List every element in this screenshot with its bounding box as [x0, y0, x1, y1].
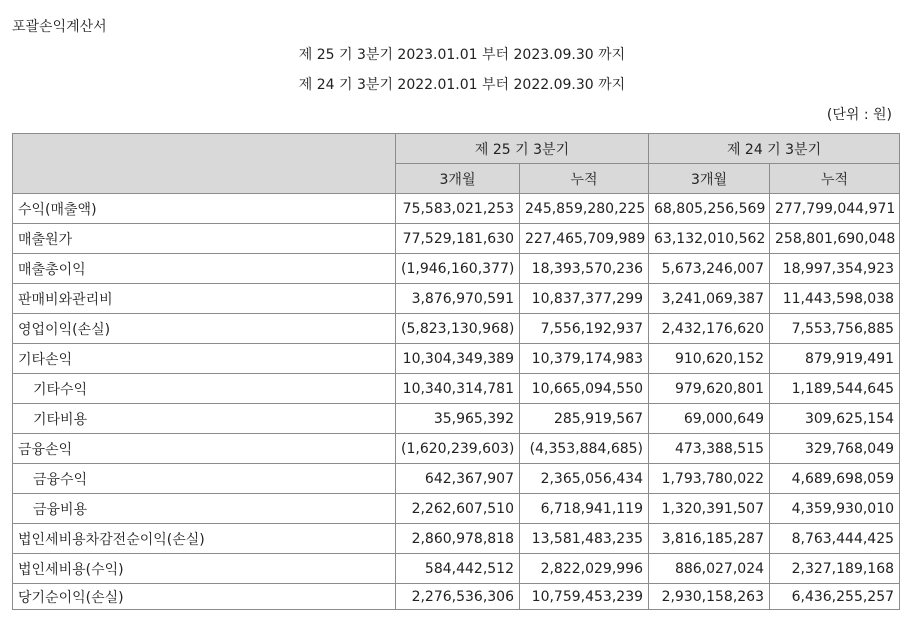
- unit-label: (단위 : 원): [826, 107, 892, 123]
- value-prior-3m: 979,620,801: [649, 374, 770, 404]
- value-prior-3m: 1,320,391,507: [649, 494, 770, 524]
- value-current-3m: 584,442,512: [396, 554, 520, 584]
- row-label: 금융수익: [13, 464, 396, 494]
- group-header-row: [13, 134, 900, 164]
- table-row: [13, 284, 900, 314]
- sub-header-prior-cum: 누적: [770, 164, 900, 194]
- table-row: [13, 524, 900, 554]
- value-current-3m: 35,965,392: [396, 404, 520, 434]
- value-current-cum: 6,718,941,119: [520, 494, 649, 524]
- value-current-cum: 285,919,567: [520, 404, 649, 434]
- sub-header-prior-3m: 3개월: [649, 164, 770, 194]
- table-row: [13, 464, 900, 494]
- value-current-3m: (1,946,160,377): [396, 254, 520, 284]
- value-prior-3m: 3,241,069,387: [649, 284, 770, 314]
- value-prior-cum: 8,763,444,425: [770, 524, 900, 554]
- group-header-current: 제 25 기 3분기: [396, 134, 649, 164]
- table-row: [13, 554, 900, 584]
- row-label: 영업이익(손실): [13, 314, 396, 344]
- value-current-cum: 2,365,056,434: [520, 464, 649, 494]
- row-label: 금융손익: [13, 434, 396, 464]
- value-prior-3m: 3,816,185,287: [649, 524, 770, 554]
- value-prior-cum: 11,443,598,038: [770, 284, 900, 314]
- value-prior-3m: 68,805,256,569: [649, 194, 770, 224]
- group-header-prior: 제 24 기 3분기: [649, 134, 900, 164]
- value-prior-cum: 7,553,756,885: [770, 314, 900, 344]
- value-prior-3m: 886,027,024: [649, 554, 770, 584]
- value-current-3m: 75,583,021,253: [396, 194, 520, 224]
- sub-header-current-3m: 3개월: [396, 164, 520, 194]
- value-current-3m: 2,860,978,818: [396, 524, 520, 554]
- value-prior-cum: 4,359,930,010: [770, 494, 900, 524]
- value-current-3m: 2,262,607,510: [396, 494, 520, 524]
- value-current-3m: (5,823,130,968): [396, 314, 520, 344]
- value-current-cum: 10,665,094,550: [520, 374, 649, 404]
- value-current-3m: 77,529,181,630: [396, 224, 520, 254]
- period-prior: 제 24 기 3분기 2022.01.01 부터 2022.09.30 까지: [298, 77, 626, 93]
- value-current-cum: 18,393,570,236: [520, 254, 649, 284]
- value-prior-cum: 6,436,255,257: [770, 584, 900, 610]
- value-current-3m: 642,367,907: [396, 464, 520, 494]
- period-current: 제 25 기 3분기 2023.01.01 부터 2023.09.30 까지: [298, 47, 626, 63]
- value-prior-cum: 258,801,690,048: [770, 224, 900, 254]
- row-label: 수익(매출액): [13, 194, 396, 224]
- document-title: 포괄손익계산서: [12, 19, 107, 35]
- value-current-cum: 10,379,174,983: [520, 344, 649, 374]
- value-prior-cum: 2,327,189,168: [770, 554, 900, 584]
- value-prior-cum: 879,919,491: [770, 344, 900, 374]
- value-current-3m: 10,304,349,389: [396, 344, 520, 374]
- value-current-3m: 10,340,314,781: [396, 374, 520, 404]
- value-prior-3m: 63,132,010,562: [649, 224, 770, 254]
- value-current-cum: 13,581,483,235: [520, 524, 649, 554]
- table-row: [13, 224, 900, 254]
- value-current-cum: 227,465,709,989: [520, 224, 649, 254]
- value-current-cum: 10,759,453,239: [520, 584, 649, 610]
- row-label: 판매비와관리비: [13, 284, 396, 314]
- table-row: [13, 434, 900, 464]
- row-label: 금융비용: [13, 494, 396, 524]
- table-row: [13, 584, 900, 610]
- table-row: [13, 314, 900, 344]
- value-current-cum: 7,556,192,937: [520, 314, 649, 344]
- value-current-3m: (1,620,239,603): [396, 434, 520, 464]
- header-corner: [13, 134, 396, 194]
- income-statement-table: [12, 133, 900, 610]
- row-label: 당기순이익(손실): [13, 584, 396, 610]
- table-row: [13, 374, 900, 404]
- value-current-cum: 10,837,377,299: [520, 284, 649, 314]
- table-row: [13, 344, 900, 374]
- value-prior-3m: 2,930,158,263: [649, 584, 770, 610]
- table-row: [13, 494, 900, 524]
- value-prior-cum: 309,625,154: [770, 404, 900, 434]
- row-label: 기타수익: [13, 374, 396, 404]
- value-prior-cum: 1,189,544,645: [770, 374, 900, 404]
- row-label: 법인세비용(수익): [13, 554, 396, 584]
- value-prior-cum: 4,689,698,059: [770, 464, 900, 494]
- value-prior-3m: 69,000,649: [649, 404, 770, 434]
- value-prior-3m: 2,432,176,620: [649, 314, 770, 344]
- value-prior-cum: 329,768,049: [770, 434, 900, 464]
- value-current-cum: (4,353,884,685): [520, 434, 649, 464]
- row-label: 기타손익: [13, 344, 396, 374]
- row-label: 법인세비용차감전순이익(손실): [13, 524, 396, 554]
- value-current-3m: 2,276,536,306: [396, 584, 520, 610]
- row-label: 기타비용: [13, 404, 396, 434]
- row-label: 매출총이익: [13, 254, 396, 284]
- value-prior-cum: 277,799,044,971: [770, 194, 900, 224]
- value-prior-3m: 910,620,152: [649, 344, 770, 374]
- sub-header-current-cum: 누적: [520, 164, 649, 194]
- value-prior-3m: 1,793,780,022: [649, 464, 770, 494]
- value-current-3m: 3,876,970,591: [396, 284, 520, 314]
- table-row: [13, 194, 900, 224]
- table-row: [13, 404, 900, 434]
- value-current-cum: 2,822,029,996: [520, 554, 649, 584]
- row-label: 매출원가: [13, 224, 396, 254]
- table-row: [13, 254, 900, 284]
- value-prior-3m: 473,388,515: [649, 434, 770, 464]
- value-prior-3m: 5,673,246,007: [649, 254, 770, 284]
- table-body: [13, 194, 900, 610]
- value-current-cum: 245,859,280,225: [520, 194, 649, 224]
- value-prior-cum: 18,997,354,923: [770, 254, 900, 284]
